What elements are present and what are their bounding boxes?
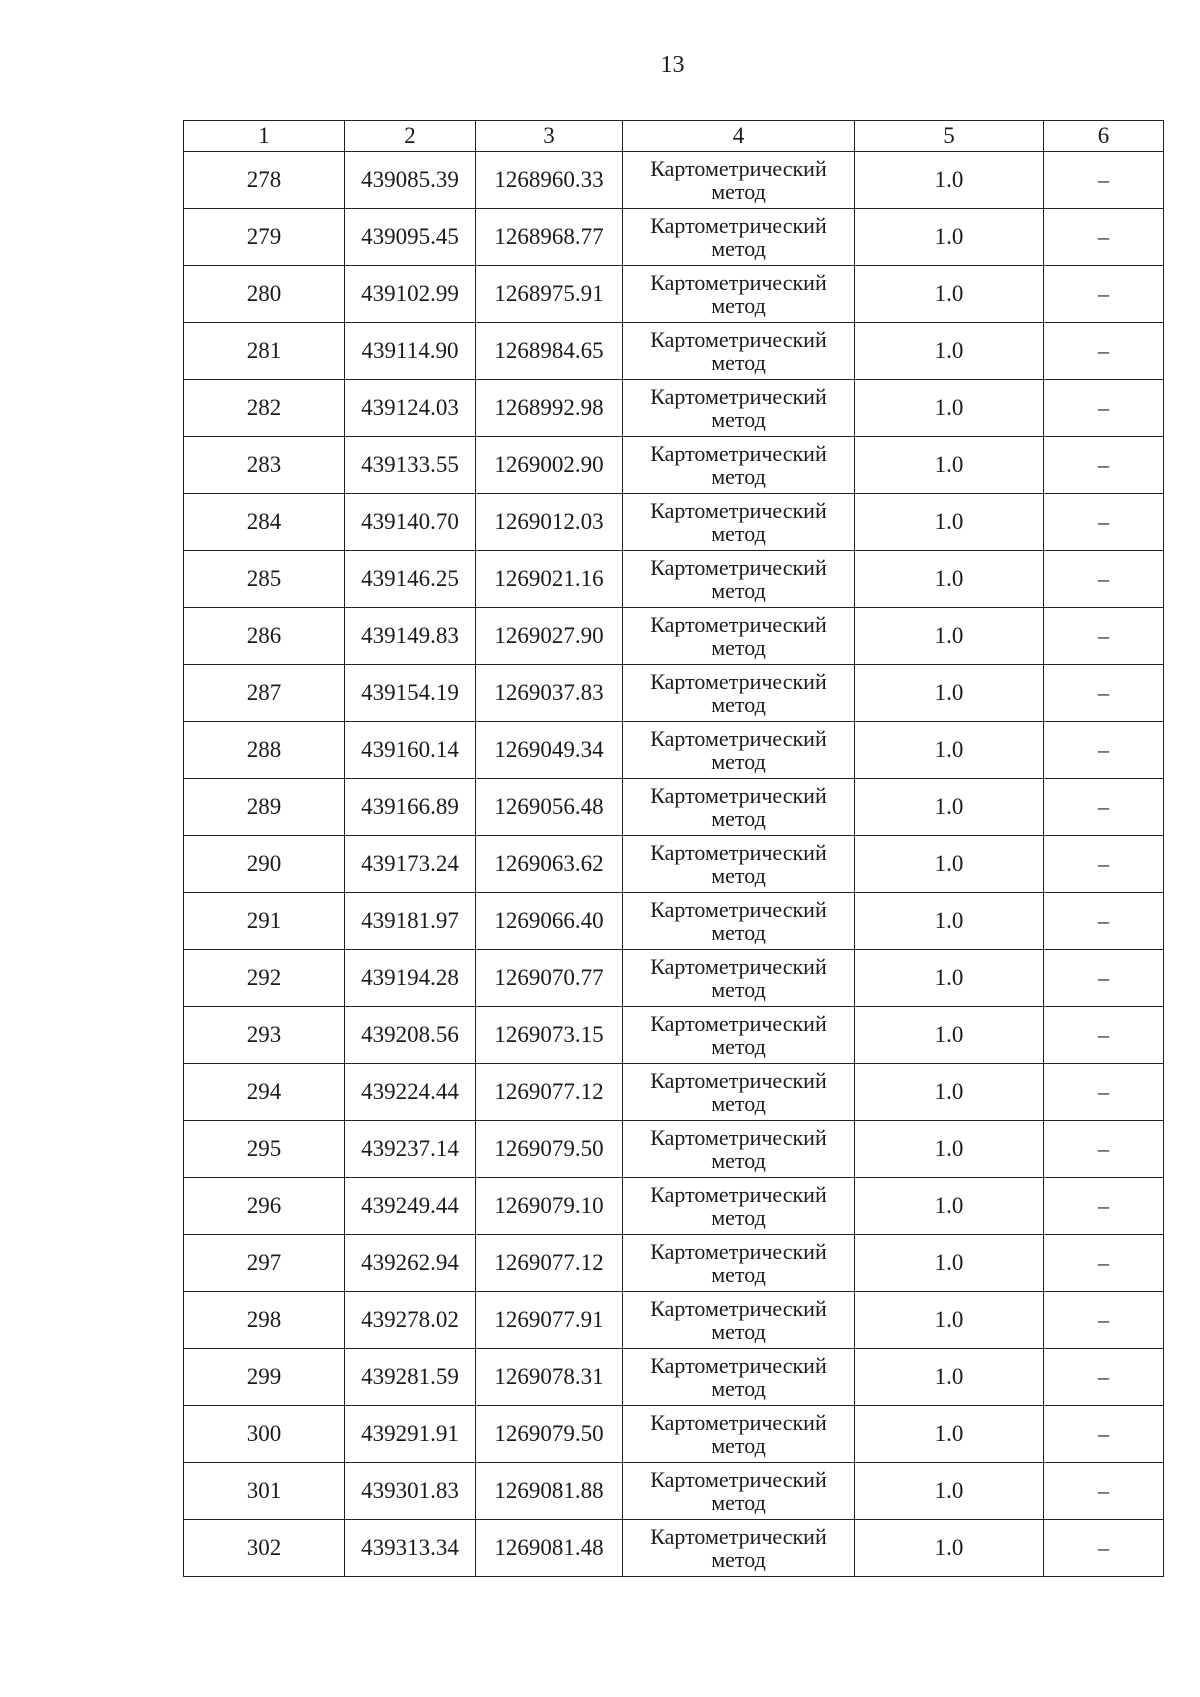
method-cell <box>623 1007 855 1064</box>
page-number: 13 <box>660 52 685 78</box>
point-number-cell: 289 <box>184 779 345 836</box>
x-coordinate-cell: 439281.59 <box>345 1349 476 1406</box>
method-cell <box>623 266 855 323</box>
y-coordinate-cell: 1269081.48 <box>476 1520 623 1577</box>
method-line-1: Картометрический <box>650 1181 827 1207</box>
note-cell: – <box>1044 722 1164 779</box>
x-coordinate-cell: 439095.45 <box>345 209 476 266</box>
accuracy-cell: 1.0 <box>855 1235 1044 1292</box>
method-cell <box>623 1292 855 1349</box>
x-coordinate-cell: 439146.25 <box>345 551 476 608</box>
table-row <box>184 1406 1164 1463</box>
note-cell: – <box>1044 551 1164 608</box>
method-line-1: Картометрический <box>650 383 827 409</box>
y-coordinate-cell: 1269037.83 <box>476 665 623 722</box>
accuracy-cell: 1.0 <box>855 1349 1044 1406</box>
point-number-cell: 295 <box>184 1121 345 1178</box>
table-row <box>184 1349 1164 1406</box>
method-line-1: Картометрический <box>650 1409 827 1435</box>
table-row <box>184 1007 1164 1064</box>
table-row <box>184 437 1164 494</box>
method-line-1: Картометрический <box>650 1523 827 1549</box>
y-coordinate-cell: 1269012.03 <box>476 494 623 551</box>
note-cell: – <box>1044 1007 1164 1064</box>
point-number-cell: 299 <box>184 1349 345 1406</box>
accuracy-cell: 1.0 <box>855 1292 1044 1349</box>
accuracy-cell: 1.0 <box>855 779 1044 836</box>
point-number-cell: 280 <box>184 266 345 323</box>
method-cell <box>623 1178 855 1235</box>
method-line-2: метод <box>711 1319 766 1344</box>
note-cell: – <box>1044 266 1164 323</box>
note-cell: – <box>1044 779 1164 836</box>
accuracy-cell: 1.0 <box>855 266 1044 323</box>
method-line-1: Картометрический <box>650 1067 827 1093</box>
point-number-cell: 300 <box>184 1406 345 1463</box>
method-cell <box>623 209 855 266</box>
accuracy-cell: 1.0 <box>855 1406 1044 1463</box>
accuracy-cell: 1.0 <box>855 1064 1044 1121</box>
x-coordinate-cell: 439166.89 <box>345 779 476 836</box>
table-row <box>184 266 1164 323</box>
point-number-cell: 297 <box>184 1235 345 1292</box>
y-coordinate-cell: 1268992.98 <box>476 380 623 437</box>
table-row <box>184 1235 1164 1292</box>
method-line-2: метод <box>711 1490 766 1515</box>
x-coordinate-cell: 439313.34 <box>345 1520 476 1577</box>
method-cell <box>623 380 855 437</box>
method-cell <box>623 437 855 494</box>
point-number-cell: 286 <box>184 608 345 665</box>
note-cell: – <box>1044 209 1164 266</box>
y-coordinate-cell: 1268975.91 <box>476 266 623 323</box>
y-coordinate-cell: 1269021.16 <box>476 551 623 608</box>
x-coordinate-cell: 439160.14 <box>345 722 476 779</box>
method-line-2: метод <box>711 1547 766 1572</box>
method-cell <box>623 152 855 209</box>
table-header-row <box>184 121 1164 152</box>
header-cell-2: 2 <box>345 121 476 152</box>
method-line-1: Картометрический <box>650 554 827 580</box>
method-line-1: Картометрический <box>650 611 827 637</box>
x-coordinate-cell: 439249.44 <box>345 1178 476 1235</box>
method-line-2: метод <box>711 749 766 774</box>
note-cell: – <box>1044 323 1164 380</box>
accuracy-cell: 1.0 <box>855 722 1044 779</box>
table-row <box>184 1292 1164 1349</box>
note-cell: – <box>1044 665 1164 722</box>
table-row <box>184 1463 1164 1520</box>
accuracy-cell: 1.0 <box>855 893 1044 950</box>
accuracy-cell: 1.0 <box>855 1463 1044 1520</box>
method-line-2: метод <box>711 806 766 831</box>
header-cell-4: 4 <box>623 121 855 152</box>
note-cell: – <box>1044 1520 1164 1577</box>
method-cell <box>623 1064 855 1121</box>
table-row <box>184 665 1164 722</box>
method-line-2: метод <box>711 1262 766 1287</box>
method-line-1: Картометрический <box>650 668 827 694</box>
method-cell <box>623 1349 855 1406</box>
method-cell <box>623 722 855 779</box>
note-cell: – <box>1044 893 1164 950</box>
accuracy-cell: 1.0 <box>855 380 1044 437</box>
method-line-2: метод <box>711 1034 766 1059</box>
table-row <box>184 494 1164 551</box>
method-cell <box>623 836 855 893</box>
header-cell-3: 3 <box>476 121 623 152</box>
method-line-2: метод <box>711 1148 766 1173</box>
point-number-cell: 302 <box>184 1520 345 1577</box>
accuracy-cell: 1.0 <box>855 323 1044 380</box>
y-coordinate-cell: 1269073.15 <box>476 1007 623 1064</box>
method-cell <box>623 494 855 551</box>
method-line-1: Картометрический <box>650 1238 827 1264</box>
y-coordinate-cell: 1269079.10 <box>476 1178 623 1235</box>
accuracy-cell: 1.0 <box>855 1178 1044 1235</box>
x-coordinate-cell: 439301.83 <box>345 1463 476 1520</box>
method-line-1: Картометрический <box>650 326 827 352</box>
y-coordinate-cell: 1269077.12 <box>476 1235 623 1292</box>
method-line-2: метод <box>711 692 766 717</box>
table-row <box>184 1520 1164 1577</box>
note-cell: – <box>1044 152 1164 209</box>
point-number-cell: 294 <box>184 1064 345 1121</box>
accuracy-cell: 1.0 <box>855 665 1044 722</box>
method-line-2: метод <box>711 635 766 660</box>
method-line-2: метод <box>711 1433 766 1458</box>
point-number-cell: 293 <box>184 1007 345 1064</box>
point-number-cell: 296 <box>184 1178 345 1235</box>
y-coordinate-cell: 1269079.50 <box>476 1406 623 1463</box>
y-coordinate-cell: 1269056.48 <box>476 779 623 836</box>
y-coordinate-cell: 1268960.33 <box>476 152 623 209</box>
method-line-2: метод <box>711 521 766 546</box>
accuracy-cell: 1.0 <box>855 494 1044 551</box>
y-coordinate-cell: 1269077.91 <box>476 1292 623 1349</box>
method-line-1: Картометрический <box>650 839 827 865</box>
point-number-cell: 282 <box>184 380 345 437</box>
table-row <box>184 323 1164 380</box>
method-cell <box>623 1406 855 1463</box>
y-coordinate-cell: 1269079.50 <box>476 1121 623 1178</box>
table-row <box>184 380 1164 437</box>
x-coordinate-cell: 439291.91 <box>345 1406 476 1463</box>
note-cell: – <box>1044 494 1164 551</box>
table-row <box>184 722 1164 779</box>
accuracy-cell: 1.0 <box>855 437 1044 494</box>
method-line-1: Картометрический <box>650 1466 827 1492</box>
x-coordinate-cell: 439133.55 <box>345 437 476 494</box>
note-cell: – <box>1044 437 1164 494</box>
accuracy-cell: 1.0 <box>855 608 1044 665</box>
point-number-cell: 292 <box>184 950 345 1007</box>
header-cell-6: 6 <box>1044 121 1164 152</box>
method-line-2: метод <box>711 407 766 432</box>
note-cell: – <box>1044 836 1164 893</box>
method-cell <box>623 779 855 836</box>
note-cell: – <box>1044 950 1164 1007</box>
table-row <box>184 551 1164 608</box>
point-number-cell: 285 <box>184 551 345 608</box>
point-number-cell: 288 <box>184 722 345 779</box>
x-coordinate-cell: 439124.03 <box>345 380 476 437</box>
accuracy-cell: 1.0 <box>855 1121 1044 1178</box>
table-row <box>184 1178 1164 1235</box>
x-coordinate-cell: 439194.28 <box>345 950 476 1007</box>
note-cell: – <box>1044 1463 1164 1520</box>
accuracy-cell: 1.0 <box>855 836 1044 893</box>
method-line-2: метод <box>711 293 766 318</box>
method-line-1: Картометрический <box>650 1352 827 1378</box>
x-coordinate-cell: 439154.19 <box>345 665 476 722</box>
y-coordinate-cell: 1269070.77 <box>476 950 623 1007</box>
accuracy-cell: 1.0 <box>855 1520 1044 1577</box>
table-row <box>184 950 1164 1007</box>
method-line-2: метод <box>711 350 766 375</box>
x-coordinate-cell: 439149.83 <box>345 608 476 665</box>
y-coordinate-cell: 1269081.88 <box>476 1463 623 1520</box>
note-cell: – <box>1044 1178 1164 1235</box>
method-line-1: Картометрический <box>650 269 827 295</box>
method-line-1: Картометрический <box>650 896 827 922</box>
method-cell <box>623 608 855 665</box>
point-number-cell: 290 <box>184 836 345 893</box>
method-cell <box>623 323 855 380</box>
method-line-1: Картометрический <box>650 725 827 751</box>
method-line-1: Картометрический <box>650 155 827 181</box>
method-cell <box>623 1520 855 1577</box>
method-cell <box>623 893 855 950</box>
x-coordinate-cell: 439181.97 <box>345 893 476 950</box>
point-number-cell: 278 <box>184 152 345 209</box>
accuracy-cell: 1.0 <box>855 950 1044 1007</box>
header-cell-1: 1 <box>184 121 345 152</box>
point-number-cell: 281 <box>184 323 345 380</box>
x-coordinate-cell: 439085.39 <box>345 152 476 209</box>
method-cell <box>623 1121 855 1178</box>
x-coordinate-cell: 439102.99 <box>345 266 476 323</box>
note-cell: – <box>1044 608 1164 665</box>
point-number-cell: 298 <box>184 1292 345 1349</box>
note-cell: – <box>1044 1349 1164 1406</box>
y-coordinate-cell: 1269002.90 <box>476 437 623 494</box>
accuracy-cell: 1.0 <box>855 551 1044 608</box>
table-row <box>184 779 1164 836</box>
table-row <box>184 893 1164 950</box>
point-number-cell: 284 <box>184 494 345 551</box>
method-line-2: метод <box>711 179 766 204</box>
method-line-2: метод <box>711 578 766 603</box>
y-coordinate-cell: 1268968.77 <box>476 209 623 266</box>
method-line-2: метод <box>711 236 766 261</box>
table-row <box>184 152 1164 209</box>
method-cell <box>623 950 855 1007</box>
table-row <box>184 836 1164 893</box>
method-line-2: метод <box>711 1205 766 1230</box>
note-cell: – <box>1044 1121 1164 1178</box>
y-coordinate-cell: 1268984.65 <box>476 323 623 380</box>
header-cell-5: 5 <box>855 121 1044 152</box>
y-coordinate-cell: 1269027.90 <box>476 608 623 665</box>
y-coordinate-cell: 1269049.34 <box>476 722 623 779</box>
method-line-2: метод <box>711 1091 766 1116</box>
note-cell: – <box>1044 1064 1164 1121</box>
x-coordinate-cell: 439278.02 <box>345 1292 476 1349</box>
accuracy-cell: 1.0 <box>855 209 1044 266</box>
accuracy-cell: 1.0 <box>855 1007 1044 1064</box>
method-line-2: метод <box>711 1376 766 1401</box>
method-line-1: Картометрический <box>650 497 827 523</box>
note-cell: – <box>1044 1235 1164 1292</box>
point-number-cell: 287 <box>184 665 345 722</box>
method-line-1: Картометрический <box>650 782 827 808</box>
method-line-2: метод <box>711 464 766 489</box>
x-coordinate-cell: 439237.14 <box>345 1121 476 1178</box>
y-coordinate-cell: 1269063.62 <box>476 836 623 893</box>
y-coordinate-cell: 1269066.40 <box>476 893 623 950</box>
x-coordinate-cell: 439173.24 <box>345 836 476 893</box>
method-cell <box>623 1235 855 1292</box>
method-line-1: Картометрический <box>650 1295 827 1321</box>
x-coordinate-cell: 439140.70 <box>345 494 476 551</box>
method-line-2: метод <box>711 977 766 1002</box>
y-coordinate-cell: 1269078.31 <box>476 1349 623 1406</box>
x-coordinate-cell: 439114.90 <box>345 323 476 380</box>
method-cell <box>623 665 855 722</box>
method-line-2: метод <box>711 863 766 888</box>
accuracy-cell: 1.0 <box>855 152 1044 209</box>
y-coordinate-cell: 1269077.12 <box>476 1064 623 1121</box>
table-row <box>184 608 1164 665</box>
point-number-cell: 301 <box>184 1463 345 1520</box>
method-cell <box>623 1463 855 1520</box>
method-line-1: Картометрический <box>650 212 827 238</box>
note-cell: – <box>1044 1292 1164 1349</box>
note-cell: – <box>1044 1406 1164 1463</box>
point-number-cell: 291 <box>184 893 345 950</box>
note-cell: – <box>1044 380 1164 437</box>
method-line-1: Картометрический <box>650 440 827 466</box>
table-row <box>184 1064 1164 1121</box>
method-line-1: Картометрический <box>650 953 827 979</box>
table-row <box>184 1121 1164 1178</box>
method-line-1: Картометрический <box>650 1124 827 1150</box>
point-number-cell: 283 <box>184 437 345 494</box>
x-coordinate-cell: 439208.56 <box>345 1007 476 1064</box>
x-coordinate-cell: 439262.94 <box>345 1235 476 1292</box>
point-number-cell: 279 <box>184 209 345 266</box>
table-row <box>184 209 1164 266</box>
coordinates-table <box>183 120 1164 1577</box>
method-line-2: метод <box>711 920 766 945</box>
method-line-1: Картометрический <box>650 1010 827 1036</box>
method-cell <box>623 551 855 608</box>
x-coordinate-cell: 439224.44 <box>345 1064 476 1121</box>
